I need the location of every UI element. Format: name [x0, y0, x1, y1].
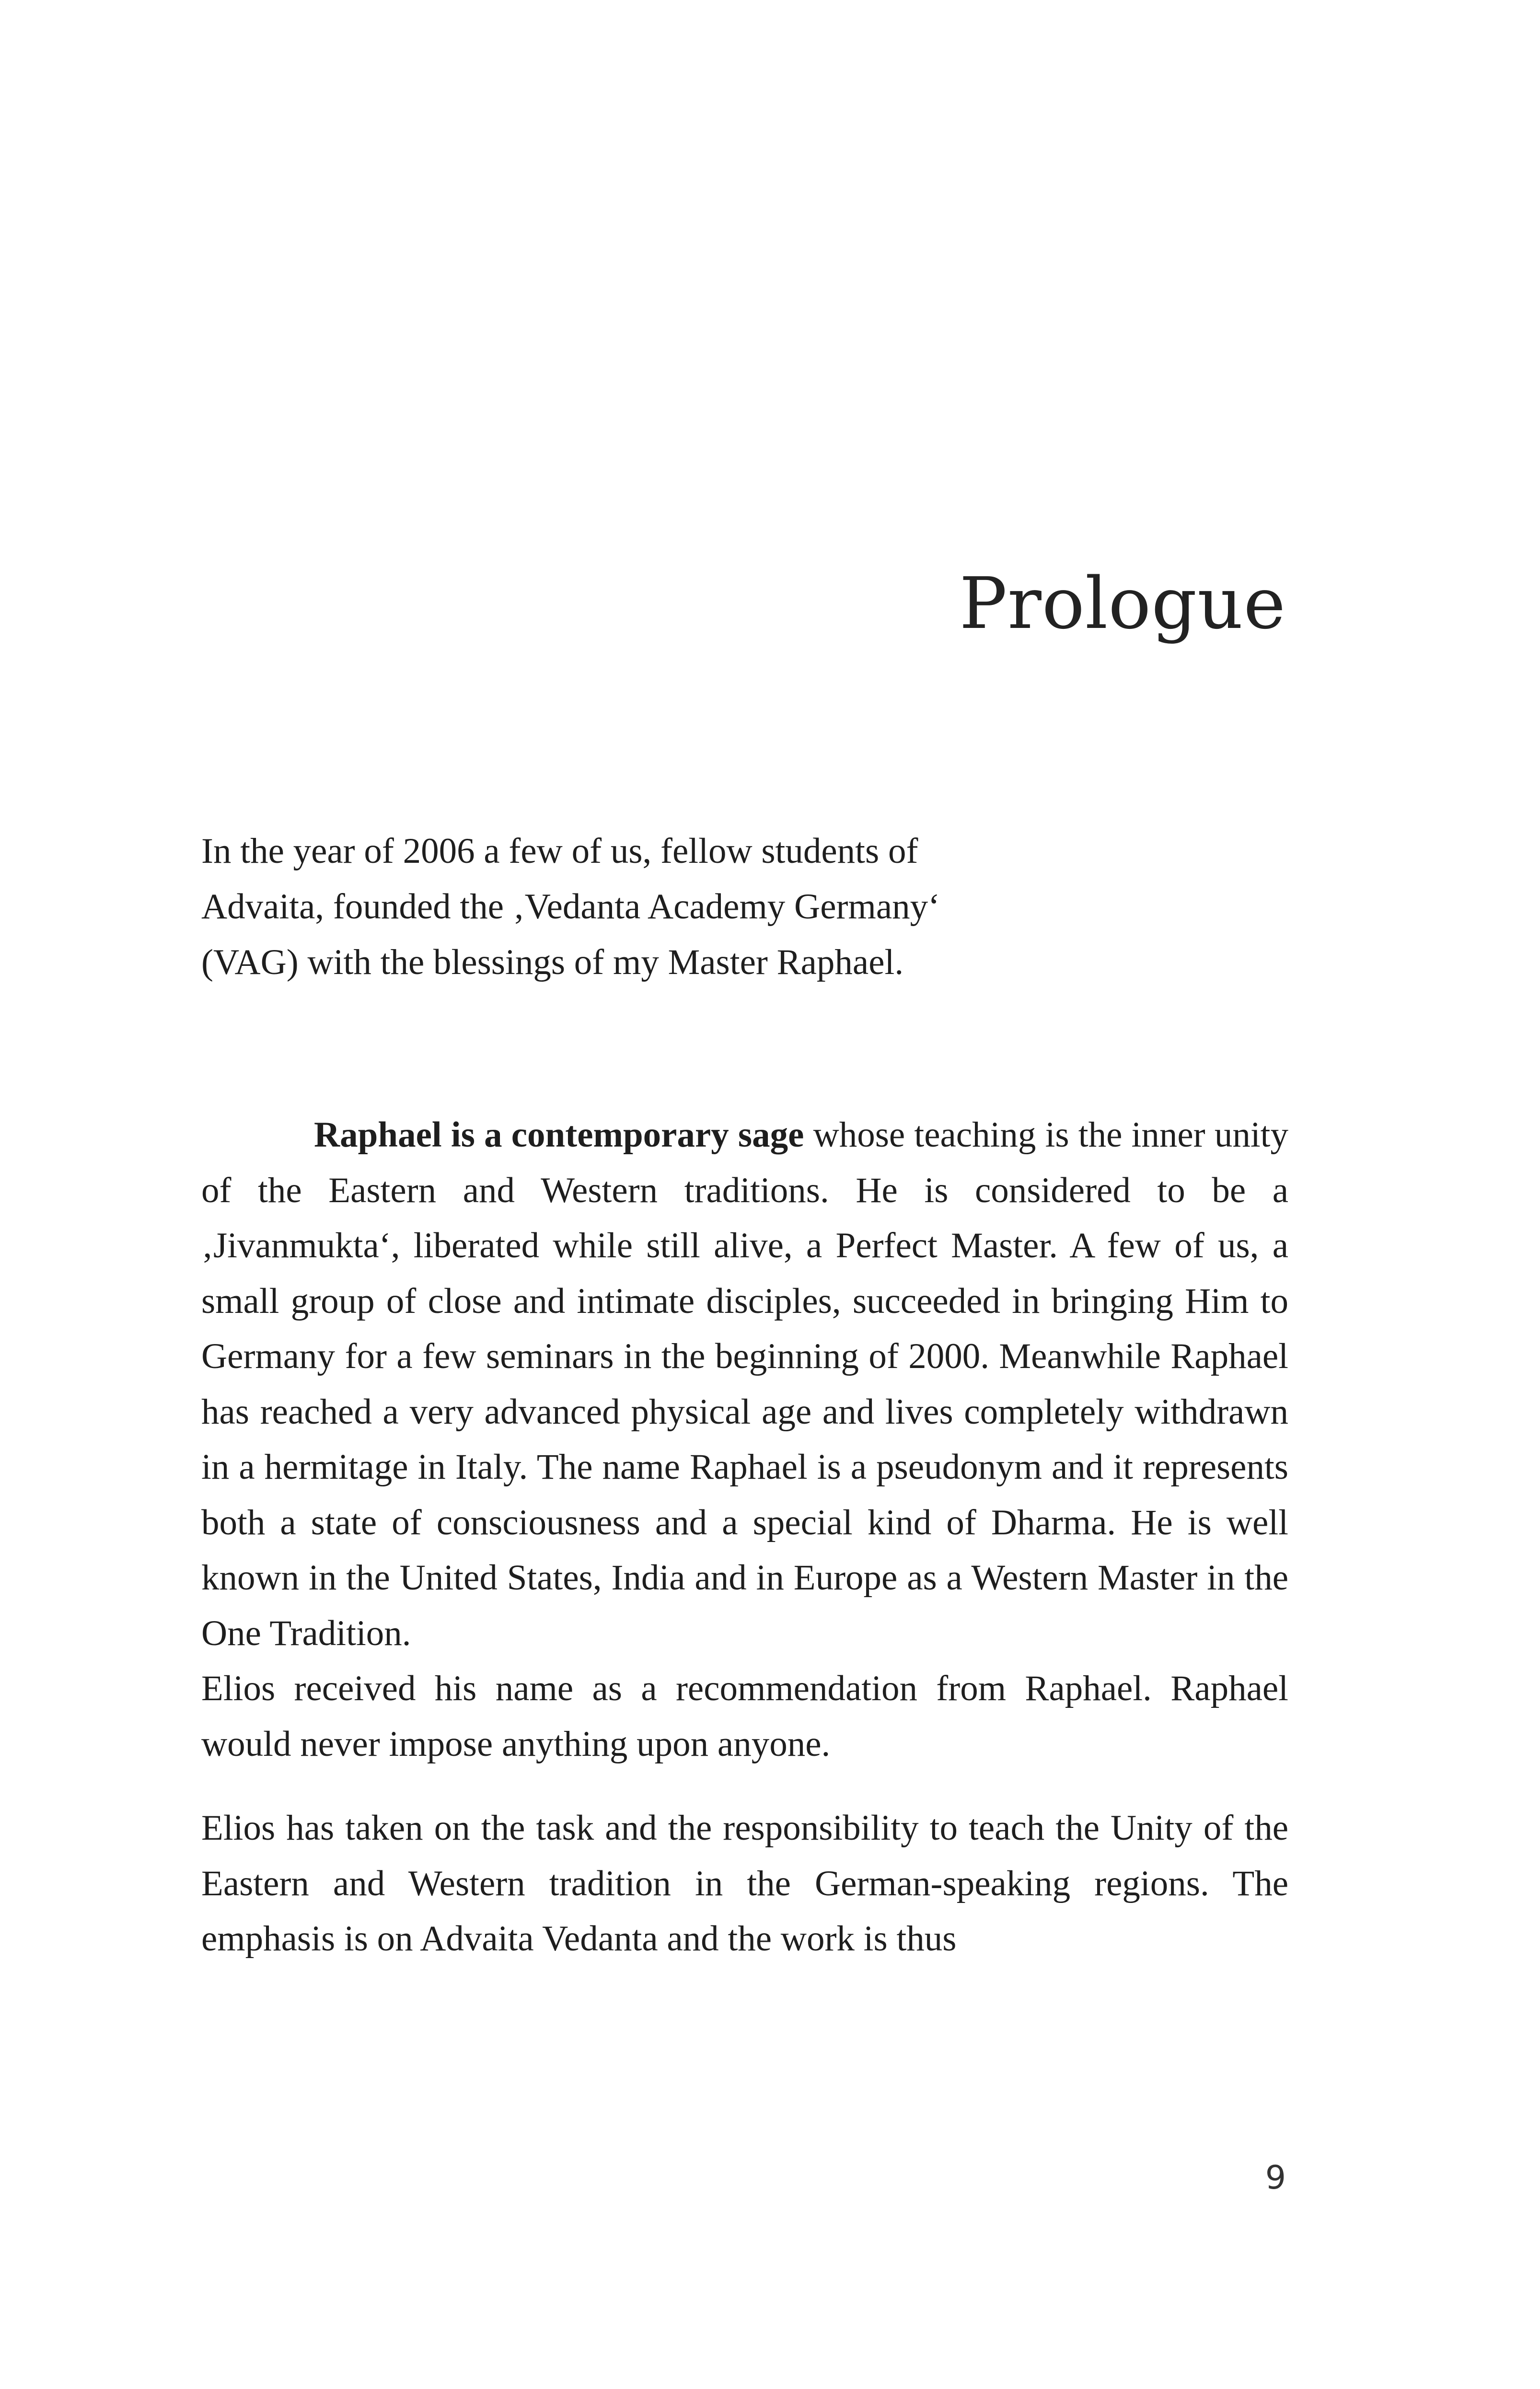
- intro-line-1: In the year of 2006 a few of us, fellow students of: [201, 831, 918, 871]
- intro-line-2: Advaita, founded the ‚Vedanta Academy Germany‘: [201, 887, 940, 927]
- page-number: 9: [1265, 2159, 1286, 2197]
- paragraph-elios-task: Elios has taken on the task and the responsibility to teach the Unity of the Eastern and Western tradition in the German-speaking regions. The emphasis is on Advaita Vedanta and the work is thus: [201, 1808, 1288, 1959]
- paragraph-raphael: [201, 1107, 1288, 1661]
- chapter-title: Prologue: [959, 562, 1286, 645]
- intro-line-3: (VAG) with the blessings of my Master Raphael.: [201, 942, 904, 982]
- paragraph-raphael-bold-lead: Raphael is a contemporary sage: [314, 1115, 804, 1155]
- intro-paragraph: [201, 823, 1112, 990]
- paragraph-raphael-text: whose teaching is the inner unity of the Eastern and Western traditions. He is considered to be a ‚Jivanmukta‘, liberated while still alive, a Perfect Master. A few of us, a small group of close and intimate disciples, succeeded in bringing Him to Germany for a few seminars in the beginning of 2000. Meanwhile Raphael has reached a very advanced physical age and lives completely withdrawn in a hermitage in Italy. The name Raphael is a pseudonym and it represents both a state of consciousness and a special kind of Dharma. He is well known in the United States, India and in Europe as a Western Master in the One Tradition.: [201, 1115, 1288, 1653]
- paragraph-elios-name: Elios received his name as a recommendation from Raphael. Raphael would never impose anything upon anyone.: [201, 1669, 1288, 1764]
- body-text: [201, 1107, 1288, 1967]
